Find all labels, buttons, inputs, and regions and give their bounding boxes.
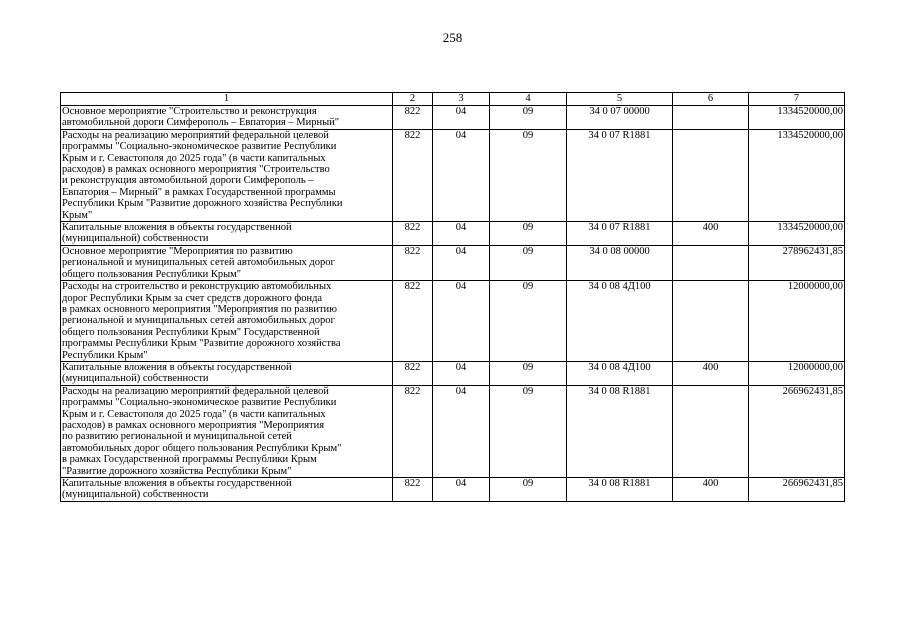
expense-name-line: Основное мероприятие "Строительство и реконструкция [62, 106, 317, 117]
table-row [61, 385, 845, 477]
target-article-code: 34 0 08 R1881 [567, 478, 673, 502]
column-header: 7 [749, 93, 845, 106]
expense-name-line: Расходы на строительство и реконструкцию автомобильных [62, 281, 332, 293]
column-header: 1 [61, 93, 393, 106]
table-row [61, 281, 845, 362]
expense-name-line: в рамках основного мероприятия "Мероприятия по развитию [62, 303, 337, 315]
target-article-code: 34 0 07 00000 [567, 106, 673, 130]
expense-name [61, 106, 393, 130]
page-number: 258 [442, 30, 463, 45]
expense-type-code [673, 245, 749, 280]
target-article-code: 34 0 07 R1881 [567, 222, 673, 246]
section-code: 04 [433, 106, 490, 130]
expense-type-code [673, 385, 749, 477]
expense-name [61, 478, 393, 502]
expense-name-line: расходов) в рамках основного мероприятия "Мероприятия [62, 419, 325, 431]
expense-name-line: программы "Социально-экономическое развитие Республики [62, 397, 337, 409]
expense-name-line: (муниципальной) собственности [62, 233, 209, 245]
amount: 266962431,85 [749, 478, 845, 502]
expense-name-line: автомобильной дороги Симферополь – Евпатория – Мирный" [62, 117, 340, 129]
expense-name-line: Капитальные вложения в объекты государственной [62, 361, 292, 373]
ministry-code: 822 [393, 129, 433, 221]
column-header: 2 [393, 93, 433, 106]
table-row [61, 361, 845, 385]
ministry-code: 822 [393, 478, 433, 502]
subsection-code: 09 [490, 129, 567, 221]
expense-name [61, 281, 393, 362]
amount: 1334520000,00 [749, 106, 845, 130]
subsection-code: 09 [490, 385, 567, 477]
expense-name-line: Евпатория – Мирный" в рамках Государственной программы [62, 186, 336, 198]
amount: 1334520000,00 [749, 222, 845, 246]
expense-name [61, 245, 393, 280]
table-row [61, 478, 845, 502]
ministry-code: 822 [393, 245, 433, 280]
target-article-code: 34 0 08 4Д100 [567, 361, 673, 385]
expense-name-line: программы "Социально-экономическое развитие Республики [62, 141, 337, 153]
ministry-code: 822 [393, 222, 433, 246]
expense-name-line: Республики Крым" [62, 349, 148, 361]
subsection-code: 09 [490, 106, 567, 130]
expense-name-line: Капитальные вложения в объекты государственной [62, 222, 292, 234]
target-article-code: 34 0 08 4Д100 [567, 281, 673, 362]
target-article-code: 34 0 08 R1881 [567, 385, 673, 477]
expense-name-line: по развитию региональной и муниципальной сетей [62, 431, 292, 443]
section-code: 04 [433, 245, 490, 280]
expense-name-line: расходов) в рамках основного мероприятия "Строительство [62, 164, 330, 176]
column-header: 5 [567, 93, 673, 106]
expense-name-line: Расходы на реализацию мероприятий федеральной целевой [62, 385, 329, 397]
subsection-code: 09 [490, 245, 567, 280]
amount: 12000000,00 [749, 361, 845, 385]
column-header: 4 [490, 93, 567, 106]
target-article-code: 34 0 08 00000 [567, 245, 673, 280]
expense-name-line: Капитальные вложения в объекты государственной [62, 478, 292, 489]
subsection-code: 09 [490, 281, 567, 362]
expense-name-line: (муниципальной) собственности [62, 489, 209, 501]
amount: 12000000,00 [749, 281, 845, 362]
target-article-code: 34 0 07 R1881 [567, 129, 673, 221]
expense-type-code [673, 129, 749, 221]
ministry-code: 822 [393, 361, 433, 385]
column-header: 6 [673, 93, 749, 106]
expense-name [61, 129, 393, 221]
section-code: 04 [433, 385, 490, 477]
expense-name [61, 222, 393, 246]
section-code: 04 [433, 478, 490, 502]
amount: 1334520000,00 [749, 129, 845, 221]
section-code: 04 [433, 129, 490, 221]
expense-name-line: дорог Республики Крым за счет средств дорожного фонда [62, 292, 323, 304]
expense-name-line: Крым" [62, 209, 93, 221]
section-code: 04 [433, 222, 490, 246]
section-code: 04 [433, 281, 490, 362]
expense-name-line: и реконструкция автомобильной дороги Симферополь – [62, 175, 314, 187]
expense-name-line: Крым и г. Севастополя до 2025 года" (в части капитальных [62, 152, 326, 164]
section-code: 04 [433, 361, 490, 385]
subsection-code: 09 [490, 222, 567, 246]
expense-name-line: Основное мероприятие "Мероприятия по развитию [62, 245, 293, 257]
expense-name-line: Крым и г. Севастополя до 2025 года" (в части капитальных [62, 408, 326, 420]
table-row [61, 106, 845, 130]
expense-name-line: региональной и муниципальных сетей автомобильных дорог [62, 257, 335, 269]
amount: 266962431,85 [749, 385, 845, 477]
table-row [61, 245, 845, 280]
expense-type-code: 400 [673, 478, 749, 502]
subsection-code: 09 [490, 478, 567, 502]
expense-name-line: общего пользования Республики Крым" [62, 268, 242, 280]
ministry-code: 822 [393, 281, 433, 362]
table-header-row [61, 93, 845, 106]
expense-name-line: Республики Крым "Развитие дорожного хозяйства Республики [62, 198, 343, 210]
expense-name-line: в рамках Государственной программы Республики Крым [62, 454, 317, 466]
expense-type-code: 400 [673, 222, 749, 246]
expense-type-code [673, 281, 749, 362]
budget-table [60, 92, 845, 502]
expense-name-line: программы Республики Крым "Развитие дорожного хозяйства [62, 338, 341, 350]
expense-name-line: общего пользования Республики Крым" Государственной [62, 326, 320, 338]
subsection-code: 09 [490, 361, 567, 385]
expense-type-code [673, 106, 749, 130]
expense-type-code: 400 [673, 361, 749, 385]
table-row [61, 129, 845, 221]
expense-name-line: автомобильных дорог общего пользования Республики Крым" [62, 442, 342, 454]
expense-name-line: (муниципальной) собственности [62, 373, 209, 385]
ministry-code: 822 [393, 385, 433, 477]
ministry-code: 822 [393, 106, 433, 130]
column-header: 3 [433, 93, 490, 106]
expense-name [61, 361, 393, 385]
expense-name-line: Расходы на реализацию мероприятий федеральной целевой [62, 129, 329, 141]
expense-name [61, 385, 393, 477]
amount: 278962431,85 [749, 245, 845, 280]
table-row [61, 222, 845, 246]
expense-name-line: "Развитие дорожного хозяйства Республики Крым" [62, 465, 292, 477]
expense-name-line: региональной и муниципальных сетей автомобильных дорог [62, 315, 335, 327]
